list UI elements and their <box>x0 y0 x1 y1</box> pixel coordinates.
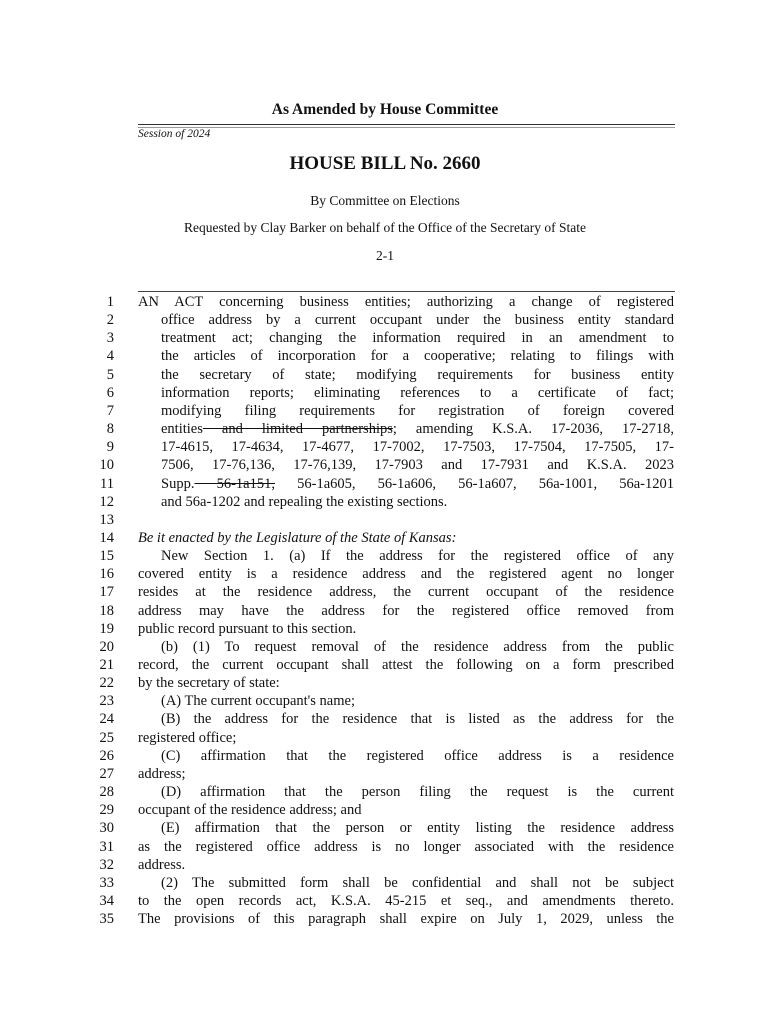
bill-line: New Section 1. (a) If the address for the registered office of any <box>161 548 674 565</box>
bill-line: Be it enacted by the Legislature of the State of Kansas: <box>138 529 457 546</box>
struck-text: and limited partnerships <box>202 421 393 438</box>
line-number: 20 <box>99 638 114 655</box>
bill-line <box>161 420 674 438</box>
line-number: 1 <box>106 294 114 310</box>
bill-line: address. <box>138 856 186 873</box>
line-text: 56-1a605, 56-1a606, 56-1a607, 56a-1001, 56a-1201 <box>274 475 674 492</box>
bill-sponsor: By Committee on Elections <box>310 193 460 208</box>
line-number: 25 <box>99 729 114 746</box>
line-number: 17 <box>99 584 114 601</box>
bill-line: covered entity is a residence address and the registered agent no longer <box>138 566 674 583</box>
line-number: 8 <box>106 421 114 438</box>
body-rule <box>138 291 675 292</box>
bill-line: The provisions of this paragraph shall expire on July 1, 2029, unless the <box>138 911 674 928</box>
line-number: 31 <box>99 838 114 855</box>
header-rule-secondary <box>138 127 675 128</box>
line-number: 12 <box>99 493 114 510</box>
page-reference: 2-1 <box>376 248 394 263</box>
line-number: 33 <box>99 874 114 891</box>
bill-line: 7506, 17-76,136, 17-76,139, 17-7903 and 17-7931 and K.S.A. 2023 <box>161 457 674 474</box>
bill-line: occupant of the residence address; and <box>138 802 362 819</box>
bill-line: resides at the residence address, the current occupant of the residence <box>138 584 674 601</box>
bill-line: (C) affirmation that the registered office address is a residence <box>161 747 674 764</box>
bill-line: (D) affirmation that the person filing the request is the current <box>161 784 674 801</box>
line-number: 3 <box>106 330 114 347</box>
bill-line: (E) affirmation that the person or entity listing the residence address <box>161 820 674 837</box>
header-rule <box>138 124 675 125</box>
bill-line: treatment act; changing the information required in an amendment to <box>161 330 674 347</box>
bill-line: information reports; eliminating references to a certificate of fact; <box>161 384 674 401</box>
line-number: 2 <box>106 312 114 329</box>
line-text: entities <box>161 421 203 438</box>
line-number: 29 <box>99 802 114 819</box>
line-number: 32 <box>99 856 114 873</box>
bill-line: address may have the address for the registered office removed from <box>138 602 674 619</box>
line-number: 7 <box>106 402 114 419</box>
bill-line: (A) The current occupant's name; <box>161 693 355 710</box>
line-number: 27 <box>99 765 114 782</box>
bill-line: by the secretary of state: <box>138 675 280 692</box>
bill-line: AN ACT concerning business entities; authorizing a change of registered <box>138 294 674 310</box>
line-number: 26 <box>99 747 114 764</box>
struck-text: 56-1a151, <box>194 475 275 492</box>
bill-line: registered office; <box>138 729 237 746</box>
bill-line: office address by a current occupant under the business entity standard <box>161 312 674 329</box>
request-note: Requested by Clay Barker on behalf of the Office of the Secretary of State <box>184 220 586 235</box>
line-text: ; amending K.S.A. 17-2036, 17-2718, <box>392 421 674 438</box>
line-number: 35 <box>99 911 114 928</box>
bill-line: (b) (1) To request removal of the residence address from the public <box>161 638 674 655</box>
bill-line: modifying filing requirements for registration of foreign covered <box>161 402 674 419</box>
bill-line <box>161 475 674 493</box>
bill-line: public record pursuant to this section. <box>138 620 357 637</box>
line-number: 24 <box>99 711 114 728</box>
line-number: 15 <box>99 548 114 565</box>
line-number: 4 <box>106 348 114 365</box>
line-number: 11 <box>100 475 114 492</box>
line-text: Supp. <box>161 475 195 492</box>
line-number: 16 <box>99 566 114 583</box>
line-number: 6 <box>106 384 114 401</box>
line-number: 10 <box>99 457 114 474</box>
bill-line: the articles of incorporation for a cooperative; relating to filings with <box>161 348 674 365</box>
amendment-heading: As Amended by House Committee <box>271 101 499 118</box>
bill-line: address; <box>138 765 186 782</box>
line-number: 30 <box>99 820 114 837</box>
bill-line: as the registered office address is no longer associated with the residence <box>138 838 674 855</box>
session-label: Session of 2024 <box>138 128 211 140</box>
bill-line: the secretary of state; modifying requirements for business entity <box>161 366 674 383</box>
line-number: 9 <box>106 439 114 456</box>
line-number: 21 <box>99 657 114 673</box>
line-number: 23 <box>99 693 114 710</box>
bill-line: (2) The submitted form shall be confidential and shall not be subject <box>161 874 674 891</box>
bill-line: record, the current occupant shall attest the following on a form prescribed <box>138 657 674 673</box>
line-number: 22 <box>99 675 114 692</box>
bill-line: (B) the address for the residence that is listed as the address for the <box>161 711 674 728</box>
line-number: 14 <box>99 529 114 546</box>
bill-line: 17-4615, 17-4634, 17-4677, 17-7002, 17-7503, 17-7504, 17-7505, 17- <box>161 439 674 456</box>
line-number: 28 <box>99 784 114 801</box>
line-number: 13 <box>99 511 114 528</box>
bill-line: and 56a-1202 and repealing the existing sections. <box>161 493 448 510</box>
line-number: 18 <box>99 602 114 619</box>
line-number: 19 <box>99 620 114 637</box>
bill-line: to the open records act, K.S.A. 45-215 et seq., and amendments thereto. <box>138 892 674 909</box>
line-number: 34 <box>99 892 114 909</box>
line-number: 5 <box>106 366 114 383</box>
bill-title: HOUSE BILL No. 2660 <box>289 153 481 174</box>
